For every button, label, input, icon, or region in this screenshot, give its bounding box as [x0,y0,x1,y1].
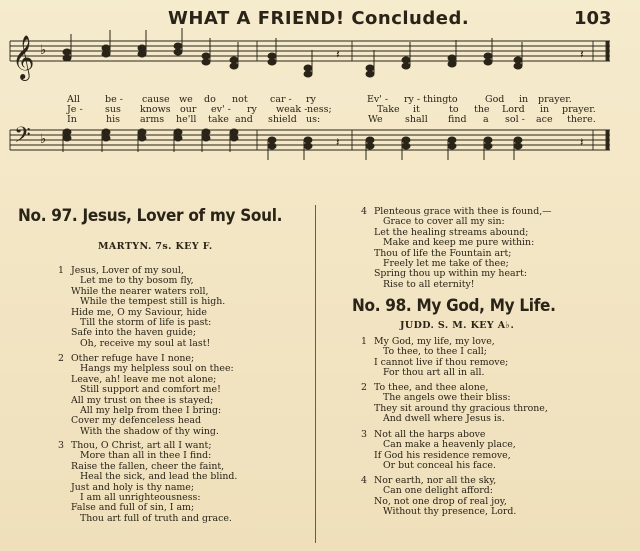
svg-text:𝄽: 𝄽 [336,47,340,61]
hymn-98-tune: JUDD. S. M. KEY A♭. [400,320,515,331]
verse-number: 2 [361,382,367,393]
lyric-syllable: us: [306,114,321,125]
lyric-syllable: there. [567,114,596,125]
verse-number: 2 [58,353,64,364]
verse-line: Nor earth, nor all the sky, [374,475,497,486]
verse-line: Let the healing streams abound; [374,226,529,238]
lyric-syllable: ness; [307,104,332,115]
verse-line: While the tempest still is high. [80,296,226,308]
lyric-syllable: All [67,94,80,105]
verse-line: They sit around thy gracious throne, [374,402,548,414]
verse-line: With the shadow of thy wing. [80,425,219,437]
lyric-syllable: his [106,114,121,125]
svg-text:𝄽: 𝄽 [336,135,340,149]
lyric-syllable: do [204,94,216,105]
verse-line: Rise to all eternity! [383,278,475,290]
verse-line: I am all unrighteousness: [80,492,201,504]
lyric-syllable: to [448,94,458,105]
hymn-98-verse-3 [361,430,516,472]
lyric-syllable: car - [270,94,292,105]
verse-line: Cover my defenceless head [71,415,202,427]
verse-line: All my help from thee I bring: [80,405,222,417]
verse-number: 1 [361,336,367,347]
verse-line: My God, my life, my love, [374,336,495,347]
lyric-syllable: sol - [505,114,525,125]
verse-line: Leave, ah! leave me not alone; [71,373,217,385]
verse-line: Hide me, O my Saviour, hide [71,306,207,318]
verse-number: 1 [58,265,64,276]
verse-line: Grace to cover all my sin: [383,216,505,228]
page-header-title: WHAT A FRIEND! Concluded. [168,8,470,29]
verse-line: And dwell where Jesus is. [383,413,505,425]
verse-line: Spring thou up within my heart: [374,268,528,280]
svg-text:♭: ♭ [40,132,47,147]
lyric-syllable: the [474,104,490,115]
svg-text:𝄞: 𝄞 [12,35,35,79]
lyric-syllable: ev' - [211,104,231,115]
lyric-syllable: sus [105,104,121,115]
lyric-syllable: our [180,104,197,115]
verse-line: Raise the fallen, cheer the faint, [71,460,225,472]
lyric-syllable: find [448,114,467,125]
verse-line: If God his residence remove, [374,449,511,461]
svg-text:𝄽: 𝄽 [580,135,584,149]
verse-number: 4 [361,475,367,486]
lyric-syllable: ry [247,104,257,115]
verse-line: Let me to thy bosom fly, [80,275,194,287]
lyric-syllable: to [449,104,459,115]
hymn-98-verse-1 [361,337,508,379]
lyric-syllable: a [483,114,489,125]
verse-line: All my trust on thee is stayed; [71,394,214,406]
verse-line: More than all in thee I find: [80,450,212,462]
verse-line: Jesus, Lover of my soul, [71,265,184,276]
hymn-97-verse-1 [58,266,225,349]
verse-line: Can make a heavenly place, [383,439,516,451]
lyric-syllable: he'll [176,114,197,125]
lyric-syllable: ry - thing [404,94,449,105]
verse-line: To thee, and thee alone, [374,382,489,393]
verse-number: 3 [58,440,64,451]
verse-number: 4 [361,206,367,217]
lyric-syllable: in [519,94,529,105]
lyric-syllable: ry [306,94,316,105]
lyric-syllable: Lord [502,104,525,115]
verse-line: The angels owe their bliss: [383,392,511,404]
lyric-syllable: shield [268,114,297,125]
lyric-syllable: weak - [276,104,308,115]
verse-line: For thou art all in all. [383,367,485,379]
hymn-97-verse-2 [58,354,234,437]
hymn-97-tune: MARTYN. 7s. KEY F. [98,241,213,252]
hymn-97-verse-4 [361,207,552,290]
verse-line: Or but conceal his face. [383,460,496,472]
lyric-syllable: we [179,94,193,105]
verse-line: Without thy presence, Lord. [383,506,517,518]
lyric-syllable: shall [405,114,428,125]
verse-number: 3 [361,429,367,440]
verse-line: Just and holy is thy name; [71,481,195,493]
verse-line: While the nearer waters roll, [71,285,209,297]
hymn-98-verse-4 [361,476,516,518]
verse-line: Till the storm of life is past: [80,317,212,329]
verse-line: I cannot live if thou remove; [374,356,509,368]
verse-line: Plenteous grace with thee is found,— [374,206,552,217]
lyric-syllable: ace [536,114,553,125]
hymn-98-verse-2 [361,383,548,425]
lyric-syllable: knows [140,104,171,115]
verse-line: Not all the harps above [374,429,486,440]
lyric-syllable: God [485,94,505,105]
hymn-98-title: No. 98. My God, My Life. [352,296,556,316]
svg-text:𝄽: 𝄽 [580,47,584,61]
lyric-syllable: In [67,114,77,125]
verse-line: Thou, O Christ, art all I want; [71,440,212,451]
hymn-97-verse-3 [58,441,237,524]
hymn-97-title: No. 97. Jesus, Lover of my Soul. [18,206,283,226]
lyric-syllable: Je - [67,104,83,115]
verse-line: Heal the sick, and lead the blind. [80,471,238,483]
lyric-syllable: Ev' - [367,94,389,105]
verse-line: Oh, receive my soul at last! [80,337,211,349]
lyric-syllable: it [413,104,420,115]
lyric-syllable: not [232,94,248,105]
verse-line: Other refuge have I none; [71,353,195,364]
lyric-syllable: and [235,114,253,125]
verse-line: Hangs my helpless soul on thee: [80,363,234,375]
lyric-syllable: arms [140,114,165,125]
verse-line: False and full of sin, I am; [71,502,195,514]
lyric-syllable: cause [142,94,170,105]
svg-text:𝄢: 𝄢 [14,123,31,153]
verse-line: Freely let me take of thee; [383,258,509,270]
lyric-syllable: prayer. [538,94,572,105]
verse-line: Still support and comfort me! [80,384,221,396]
verse-line: No, not one drop of real joy, [374,495,507,507]
lyric-syllable: We [368,114,383,125]
column-divider [315,205,316,543]
page-number: 103 [574,8,612,29]
lyric-syllable: prayer. [562,104,596,115]
lyric-syllable: take [208,114,229,125]
svg-text:♭: ♭ [40,43,47,58]
verse-line: Thou art full of truth and grace. [80,512,232,524]
lyric-syllable: Take [377,104,400,115]
verse-line: To thee, to thee I call; [383,346,487,358]
lyric-line-3 [0,114,640,125]
verse-line: Safe into the haven guide; [71,327,197,339]
lyric-syllable: in [540,104,550,115]
verse-line: Thou of life the Fountain art; [374,247,512,259]
lyric-syllable: be - [105,94,123,105]
verse-line: Can one delight afford: [383,485,493,497]
verse-line: Make and keep me pure within: [383,237,535,249]
